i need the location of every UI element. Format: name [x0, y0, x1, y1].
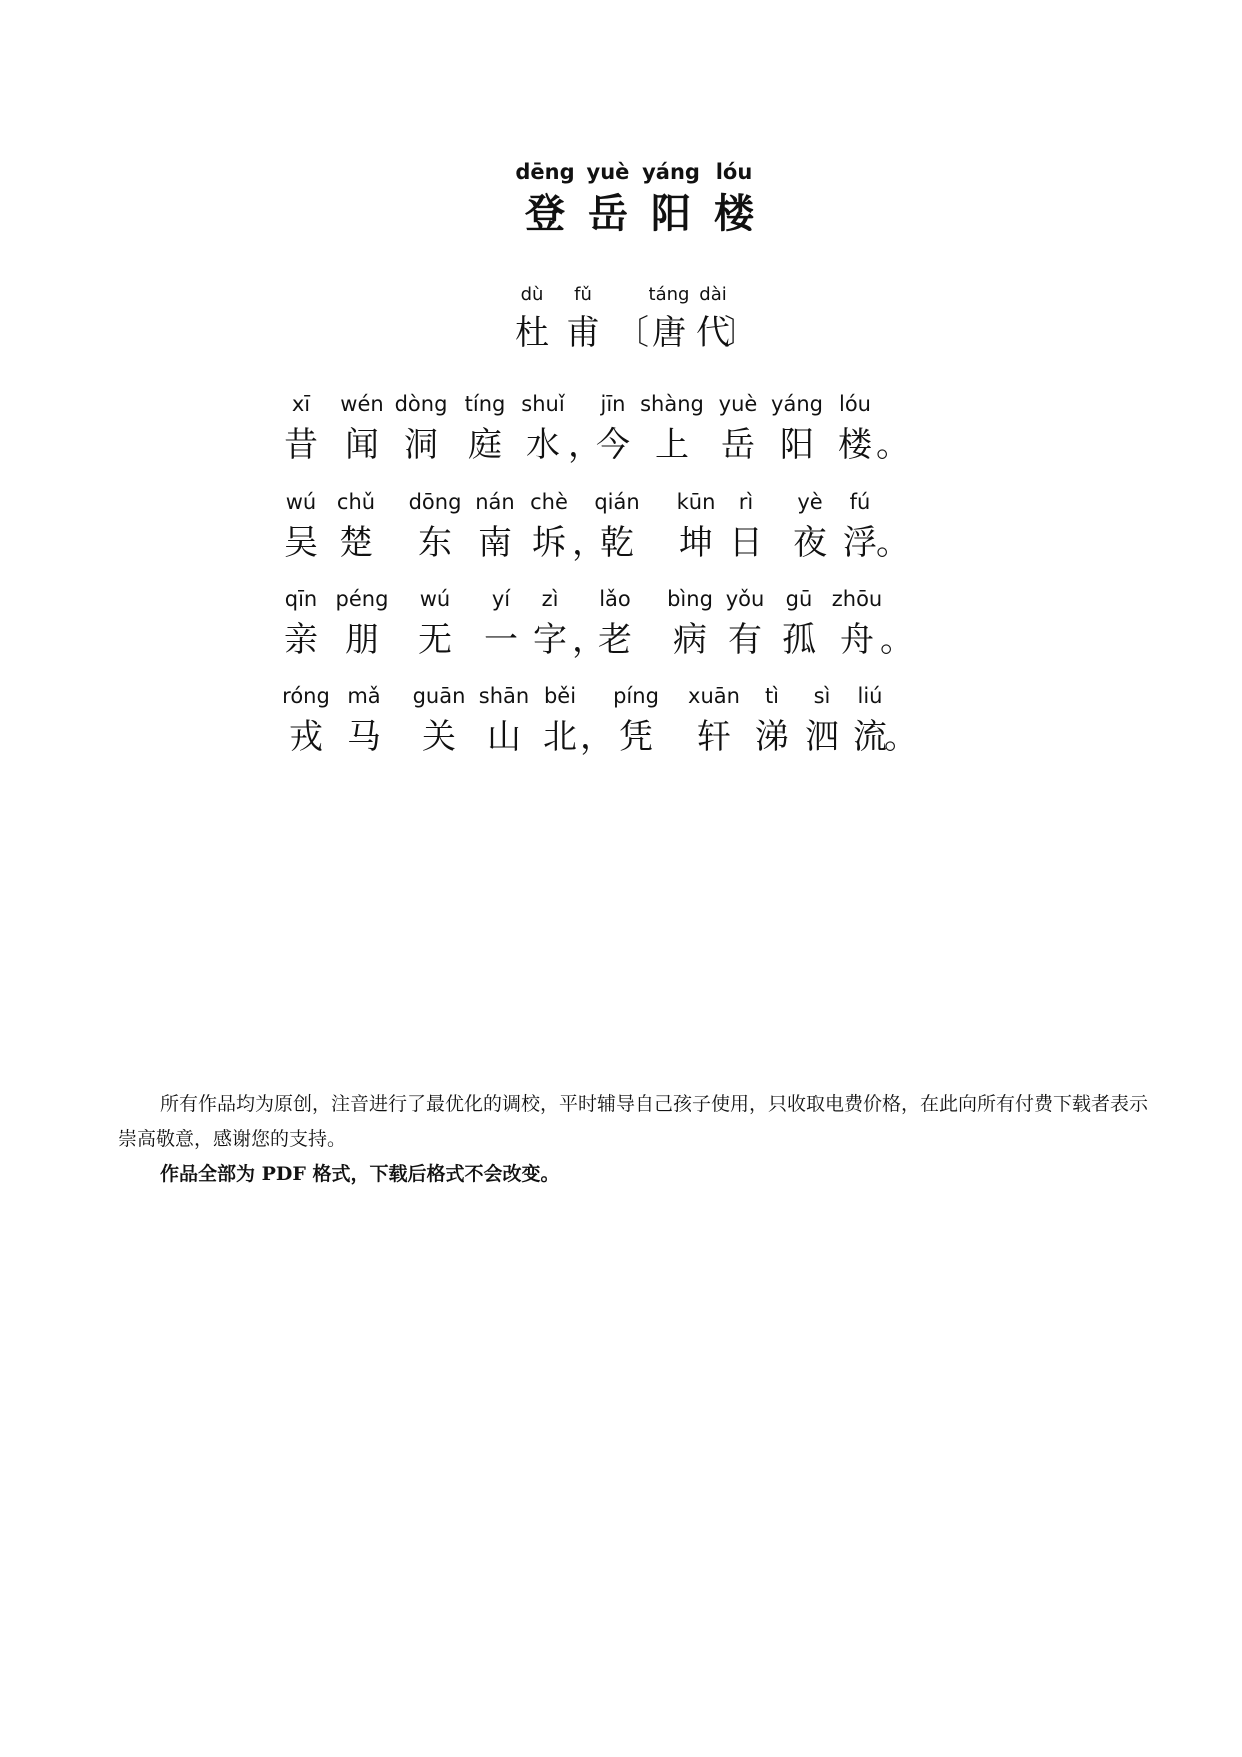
- verse-pinyin: dòng: [394, 392, 448, 416]
- verse-pinyin: gū: [785, 587, 813, 611]
- verse-hanzi: 流: [853, 717, 887, 757]
- verse-char: [666, 490, 726, 563]
- verse-hanzi: 老: [598, 620, 632, 660]
- title-pinyin: lóu: [715, 160, 753, 184]
- verse-pinyin: sì: [813, 684, 831, 708]
- verse-pinyin: yí: [491, 587, 511, 611]
- verse-period: 。: [876, 425, 910, 465]
- verse-char: [454, 392, 516, 465]
- verse-pinyin: shān: [478, 684, 530, 708]
- verse-hanzi: 轩: [697, 717, 731, 757]
- verse-comma: ，: [580, 717, 614, 757]
- verse-pinyin: lóu: [839, 392, 871, 416]
- verse-char: [278, 684, 334, 757]
- verse-hanzi: 日: [729, 523, 763, 563]
- verse-hanzi: 水: [526, 425, 560, 465]
- verse-pinyin: běi: [543, 684, 577, 708]
- verse-pinyin: róng: [282, 684, 330, 708]
- verse-hanzi: 庭: [468, 425, 502, 465]
- verse-hanzi: 朋: [345, 620, 379, 660]
- verse-hanzi: 病: [673, 620, 707, 660]
- notice-paragraph: 所有作品均为原创，注音进行了最优化的调校，平时辅导自己孩子使用，只收取电费价格，在此向所有付费下载者表示崇高敬意，感谢您的支持。: [118, 1093, 1149, 1150]
- verse-pinyin: qīn: [284, 587, 318, 611]
- verse-pinyin: tì: [764, 684, 780, 708]
- verse-pinyin: yè: [797, 490, 823, 514]
- verse-pinyin: fú: [849, 490, 871, 514]
- title-char: [578, 160, 638, 237]
- verse-pinyin: xī: [291, 392, 311, 416]
- title-hanzi: 阳: [651, 190, 691, 237]
- dynasty-hanzi: 唐: [652, 313, 686, 353]
- verse-pinyin: shuǐ: [521, 392, 565, 416]
- verse-hanzi: 乾: [600, 523, 634, 563]
- dynasty-hanzi: 代: [696, 313, 730, 353]
- verse-pinyin: shàng: [640, 392, 704, 416]
- verse-hanzi: 关: [422, 717, 456, 757]
- verse-char: [466, 490, 524, 563]
- verse-char: [536, 684, 584, 757]
- verse-hanzi: 坼: [532, 523, 566, 563]
- verse-pinyin: lǎo: [599, 587, 631, 611]
- verse-pinyin: chè: [530, 490, 568, 514]
- verse-pinyin: mǎ: [347, 684, 381, 708]
- verse-period: 。: [884, 717, 918, 757]
- verse-hanzi: 戎: [289, 717, 323, 757]
- author-hanzi: 甫: [566, 313, 600, 353]
- verse-hanzi: 浮: [843, 523, 877, 563]
- verse-char: [765, 392, 829, 465]
- verse-hanzi: 山: [487, 717, 521, 757]
- verse-hanzi: 一: [484, 620, 518, 660]
- verse-hanzi: 楚: [339, 523, 373, 563]
- verse-char: [472, 684, 536, 757]
- verse-hanzi: 坤: [679, 523, 713, 563]
- verse-hanzi: 字: [533, 620, 567, 660]
- verse-hanzi: 夜: [793, 523, 827, 563]
- verse-pinyin: nán: [475, 490, 515, 514]
- verse-char: [330, 587, 394, 660]
- verse-pinyin: píng: [613, 684, 659, 708]
- verse-hanzi: 舟: [840, 620, 874, 660]
- verse-char: [658, 587, 722, 660]
- verse-pinyin: wén: [340, 392, 384, 416]
- title-pinyin: yuè: [586, 160, 630, 184]
- verse-hanzi: 泗: [805, 717, 839, 757]
- verse-char: [682, 684, 746, 757]
- verse-pinyin: yǒu: [725, 587, 765, 611]
- verse-char: [773, 587, 825, 660]
- verse-hanzi: 昔: [284, 425, 318, 465]
- verse-pinyin: péng: [335, 587, 389, 611]
- verse-char: [408, 684, 470, 757]
- title-pinyin: yáng: [642, 160, 700, 184]
- verse-pinyin: tíng: [464, 392, 506, 416]
- verse-period: 。: [880, 620, 914, 660]
- title-char: [641, 160, 701, 237]
- verse-hanzi: 凭: [619, 717, 653, 757]
- verse-char: [410, 587, 460, 660]
- verse-pinyin: xuān: [688, 684, 740, 708]
- verse-pinyin: dōng: [408, 490, 462, 514]
- verse-hanzi: 马: [347, 717, 381, 757]
- verse-char: [331, 392, 393, 465]
- title-hanzi: 岳: [588, 190, 628, 237]
- verse-char: [512, 392, 574, 465]
- verse-pinyin: jīn: [600, 392, 626, 416]
- verse-char: [340, 684, 388, 757]
- verse-hanzi: 南: [478, 523, 512, 563]
- author-hanzi: 杜: [515, 313, 549, 353]
- verse-hanzi: 涕: [755, 717, 789, 757]
- notice-format-line: 作品全部为 PDF 格式，下载后格式不会改变。: [160, 1163, 560, 1185]
- dynasty-pinyin: táng: [648, 284, 690, 305]
- verse-pinyin: qián: [594, 490, 640, 514]
- verse-char: [748, 684, 796, 757]
- verse-hanzi: 洞: [404, 425, 438, 465]
- verse-hanzi: 楼: [838, 425, 872, 465]
- verse-pinyin: wú: [419, 587, 451, 611]
- verse-pinyin: zhōu: [831, 587, 883, 611]
- dynasty-pinyin: dài: [699, 284, 727, 305]
- verse-char: [590, 587, 640, 660]
- verse-hanzi: 吴: [284, 523, 318, 563]
- dynasty-open-bracket: 〔: [615, 313, 649, 353]
- title-hanzi: 登: [525, 190, 565, 237]
- title-char: [704, 160, 764, 237]
- verse-pinyin: guān: [412, 684, 466, 708]
- verse-hanzi: 阳: [780, 425, 814, 465]
- verse-hanzi: 亲: [284, 620, 318, 660]
- verse-hanzi: 无: [418, 620, 452, 660]
- verse-hanzi: 有: [728, 620, 762, 660]
- copyright-notice: [118, 1087, 1148, 1192]
- verse-pinyin: bìng: [667, 587, 713, 611]
- verse-char: [400, 490, 470, 563]
- verse-pinyin: liú: [857, 684, 883, 708]
- title-pinyin: dēng: [515, 160, 575, 184]
- verse-pinyin: wú: [285, 490, 317, 514]
- author-char: [558, 284, 608, 353]
- verse-comma: ，: [572, 620, 606, 660]
- title-char: [515, 160, 575, 237]
- dynasty-char: [646, 284, 692, 353]
- verse-pinyin: yuè: [718, 392, 758, 416]
- verse-char: [520, 490, 578, 563]
- verse-pinyin: zì: [541, 587, 559, 611]
- verse-char: [722, 490, 770, 563]
- verse-hanzi: 闻: [345, 425, 379, 465]
- verse-hanzi: 上: [655, 425, 689, 465]
- verse-hanzi: 北: [543, 717, 577, 757]
- verse-char: [328, 490, 384, 563]
- verse-char: [786, 490, 834, 563]
- verse-char: [276, 392, 326, 465]
- verse-period: 。: [876, 523, 910, 563]
- verse-char: [276, 490, 326, 563]
- verse-char: [588, 490, 646, 563]
- verse-char: [707, 392, 769, 465]
- author-pinyin: fǔ: [574, 284, 592, 305]
- verse-char: [526, 587, 574, 660]
- verse-hanzi: 孤: [782, 620, 816, 660]
- verse-hanzi: 今: [596, 425, 630, 465]
- verse-char: [276, 587, 326, 660]
- verse-hanzi: 东: [418, 523, 452, 563]
- verse-char: [386, 392, 456, 465]
- verse-hanzi: 岳: [721, 425, 755, 465]
- verse-char: [632, 392, 712, 465]
- verse-pinyin: kūn: [676, 490, 716, 514]
- verse-char: [476, 587, 526, 660]
- verse-char: [798, 684, 846, 757]
- verse-pinyin: rì: [738, 490, 754, 514]
- dynasty-close-bracket: 〕: [724, 313, 758, 353]
- verse-comma: ，: [568, 425, 602, 465]
- verse-char: [606, 684, 666, 757]
- author-pinyin: dù: [520, 284, 544, 305]
- verse-char: [716, 587, 774, 660]
- title-hanzi: 楼: [714, 190, 754, 237]
- author-char: [507, 284, 557, 353]
- verse-pinyin: yáng: [771, 392, 823, 416]
- verse-pinyin: chǔ: [336, 490, 376, 514]
- verse-comma: ，: [572, 523, 606, 563]
